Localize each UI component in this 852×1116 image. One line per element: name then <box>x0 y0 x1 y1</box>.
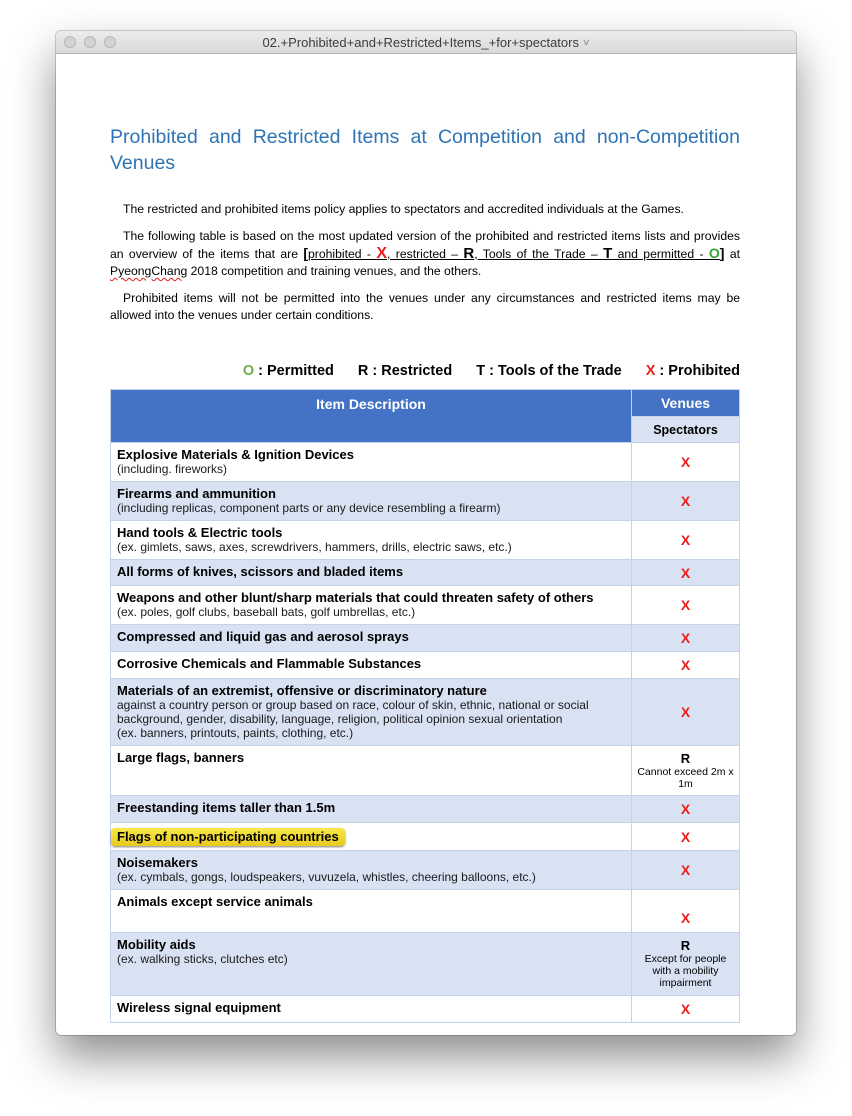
title-bar[interactable] <box>56 31 796 54</box>
document-page <box>110 54 740 1023</box>
overview-paragraph <box>110 228 740 280</box>
table-row <box>111 933 740 996</box>
symbol-legend <box>110 363 740 379</box>
item-description <box>111 586 632 625</box>
item-detail: (including replicas, component parts or any device resembling a firearm) <box>117 501 501 515</box>
item-title: Noisemakers <box>117 855 198 870</box>
spectators-status <box>632 443 740 482</box>
symbol-key-inline <box>303 247 724 261</box>
restriction-note: Except for people with a mobility impairment <box>644 953 727 989</box>
permitted-inline-label: and permitted - <box>612 247 709 261</box>
header-venues: Venues <box>632 390 740 417</box>
item-examples: (ex. banners, printouts, paints, clothing, etc.) <box>117 726 354 740</box>
item-detail: (ex. cymbals, gongs, loudspeakers, vuvuzela, whistles, cheering balloons, etc.) <box>117 870 536 884</box>
spectators-status <box>632 652 740 679</box>
prohibited-mark: X <box>680 704 691 720</box>
prohibited-mark: X <box>680 564 691 581</box>
window-controls <box>64 36 116 48</box>
highlighted-item-title[interactable]: Flags of non-participating countries <box>111 828 345 846</box>
restriction-note: Cannot exceed 2m x 1m <box>637 765 734 790</box>
tools-inline-symbol: T <box>603 245 613 262</box>
spectators-status <box>632 746 740 796</box>
prohibited-inline-label: prohibited - <box>308 247 377 261</box>
chevron-down-icon[interactable]: ∨ <box>581 36 591 47</box>
spectators-status <box>632 890 740 933</box>
legend-prohibited-label: : Prohibited <box>655 363 740 379</box>
item-description <box>111 652 632 679</box>
item-detail: against a country person or group based on race, colour of skin, ethnic, national or social background, gender, disability, language, religion, political opinion sexual orientation <box>117 698 589 726</box>
item-title: Mobility aids <box>117 937 196 952</box>
item-description <box>111 625 632 652</box>
legend-permitted-symbol: O <box>242 363 255 379</box>
item-title: Freestanding items taller than 1.5m <box>117 800 336 815</box>
item-detail: (ex. gimlets, saws, axes, screwdrivers, hammers, drills, electric saws, etc.) <box>117 540 512 554</box>
item-title: Corrosive Chemicals and Flammable Substances <box>117 656 422 671</box>
legend-restricted-label: : Restricted <box>368 363 453 379</box>
spectators-status <box>632 560 740 586</box>
item-description <box>111 679 632 746</box>
overview-tail-pre: at <box>724 247 740 261</box>
table-row <box>111 482 740 521</box>
table-row <box>111 996 740 1023</box>
table-row <box>111 625 740 652</box>
item-description <box>111 996 632 1023</box>
spectators-status <box>632 625 740 652</box>
table-row <box>111 443 740 482</box>
permitted-inline-symbol: O <box>708 245 720 261</box>
item-title: Materials of an extremist, offensive or discriminatory nature <box>117 683 487 698</box>
items-table <box>110 389 740 1023</box>
close-window-button[interactable] <box>64 36 76 48</box>
page-title: Prohibited and Restricted Items at Competition and non-Competition Venues <box>110 126 740 174</box>
spectators-status <box>632 996 740 1023</box>
minimize-window-button[interactable] <box>84 36 96 48</box>
legend-prohibited-symbol: X <box>645 363 656 379</box>
prohibited-mark: X <box>680 1001 691 1017</box>
item-description <box>111 521 632 560</box>
item-title: Large flags, banners <box>117 750 245 765</box>
prohibited-mark: X <box>680 801 691 817</box>
window-title[interactable] <box>262 35 589 50</box>
item-description <box>111 443 632 482</box>
item-title: Wireless signal equipment <box>117 1000 281 1015</box>
prohibited-mark: X <box>680 910 691 926</box>
prohibited-mark: X <box>680 597 691 613</box>
table-row <box>111 746 740 796</box>
window-title-text: 02.+Prohibited+and+Restricted+Items_+for+spectators <box>262 34 579 50</box>
legend-tools <box>476 363 622 379</box>
table-row <box>111 796 740 823</box>
legend-permitted <box>243 363 334 379</box>
legend-permitted-label: : Permitted <box>254 363 334 379</box>
spectators-status <box>632 679 740 746</box>
item-title: Weapons and other blunt/sharp materials that could threaten safety of others <box>117 590 594 605</box>
table-row <box>111 560 740 586</box>
item-title: All forms of knives, scissors and bladed items <box>117 564 404 579</box>
table-row <box>111 823 740 851</box>
restricted-mark: R <box>680 938 691 953</box>
bracket-open: [ <box>303 245 309 261</box>
overview-tail-text: 2018 competition and training venues, and the others. <box>187 264 482 278</box>
item-description <box>111 796 632 823</box>
prohibited-mark: X <box>680 630 691 646</box>
item-description <box>111 482 632 521</box>
item-description <box>111 890 632 933</box>
table-row <box>111 851 740 890</box>
item-description <box>111 746 632 796</box>
item-title: Animals except service animals <box>117 894 313 909</box>
item-title: Firearms and ammunition <box>117 486 276 501</box>
prohibited-mark: X <box>680 532 691 548</box>
legend-prohibited <box>646 363 740 379</box>
legend-tools-label: : Tools of the Trade <box>485 363 622 379</box>
document-window <box>56 31 796 1035</box>
item-title: Compressed and liquid gas and aerosol sprays <box>117 629 409 644</box>
table-row <box>111 679 740 746</box>
prohibited-mark: X <box>680 657 691 673</box>
item-description <box>111 560 632 586</box>
item-title: Hand tools & Electric tools <box>117 525 283 540</box>
item-title: Explosive Materials & Ignition Devices <box>117 447 354 462</box>
spectators-status <box>632 586 740 625</box>
zoom-window-button[interactable] <box>104 36 116 48</box>
header-item-description: Item Description <box>111 390 632 443</box>
restricted-inline-label: , restricted – <box>387 247 464 261</box>
item-description <box>111 851 632 890</box>
header-spectators: Spectators <box>632 417 740 443</box>
prohibited-mark: X <box>680 493 691 509</box>
prohibited-inline-symbol: X <box>376 245 388 262</box>
table-row <box>111 586 740 625</box>
restricted-mark: R <box>680 750 691 766</box>
prohibited-mark: X <box>680 828 691 845</box>
spectators-status <box>632 796 740 823</box>
item-description <box>111 823 632 851</box>
legend-restricted <box>358 363 452 379</box>
spectators-status <box>632 521 740 560</box>
prohibited-mark: X <box>680 454 691 470</box>
table-row <box>111 652 740 679</box>
spellcheck-flagged-word[interactable]: PyeongChang <box>110 264 188 278</box>
spectators-status <box>632 823 740 851</box>
legend-tools-symbol: T <box>476 363 486 379</box>
item-detail: (ex. poles, golf clubs, baseball bats, golf umbrellas, etc.) <box>117 605 416 619</box>
item-detail: (ex. walking sticks, clutches etc) <box>117 952 288 966</box>
item-detail: (including. fireworks) <box>117 462 228 476</box>
intro-paragraph: The restricted and prohibited items policy applies to spectators and accredited individuals at the Games. <box>123 202 684 216</box>
table-row <box>111 890 740 933</box>
tools-inline-label: , Tools of the Trade – <box>474 247 604 261</box>
overview-lead-text: The following table is based on the most updated version of the prohibited and restricted items lists and provides an overview of the items that are <box>110 229 740 261</box>
prohibited-mark: X <box>680 862 691 878</box>
spectators-status <box>632 482 740 521</box>
table-row <box>111 521 740 560</box>
legend-restricted-symbol: R <box>357 363 369 379</box>
bracket-close: ] <box>719 245 725 261</box>
item-description <box>111 933 632 996</box>
spectators-status <box>632 933 740 996</box>
conditions-paragraph: Prohibited items will not be permitted into the venues under any circumstances and restricted items may be allowed into the venues under certain conditions. <box>110 291 740 322</box>
restricted-inline-symbol: R <box>463 245 475 262</box>
spectators-status <box>632 851 740 890</box>
